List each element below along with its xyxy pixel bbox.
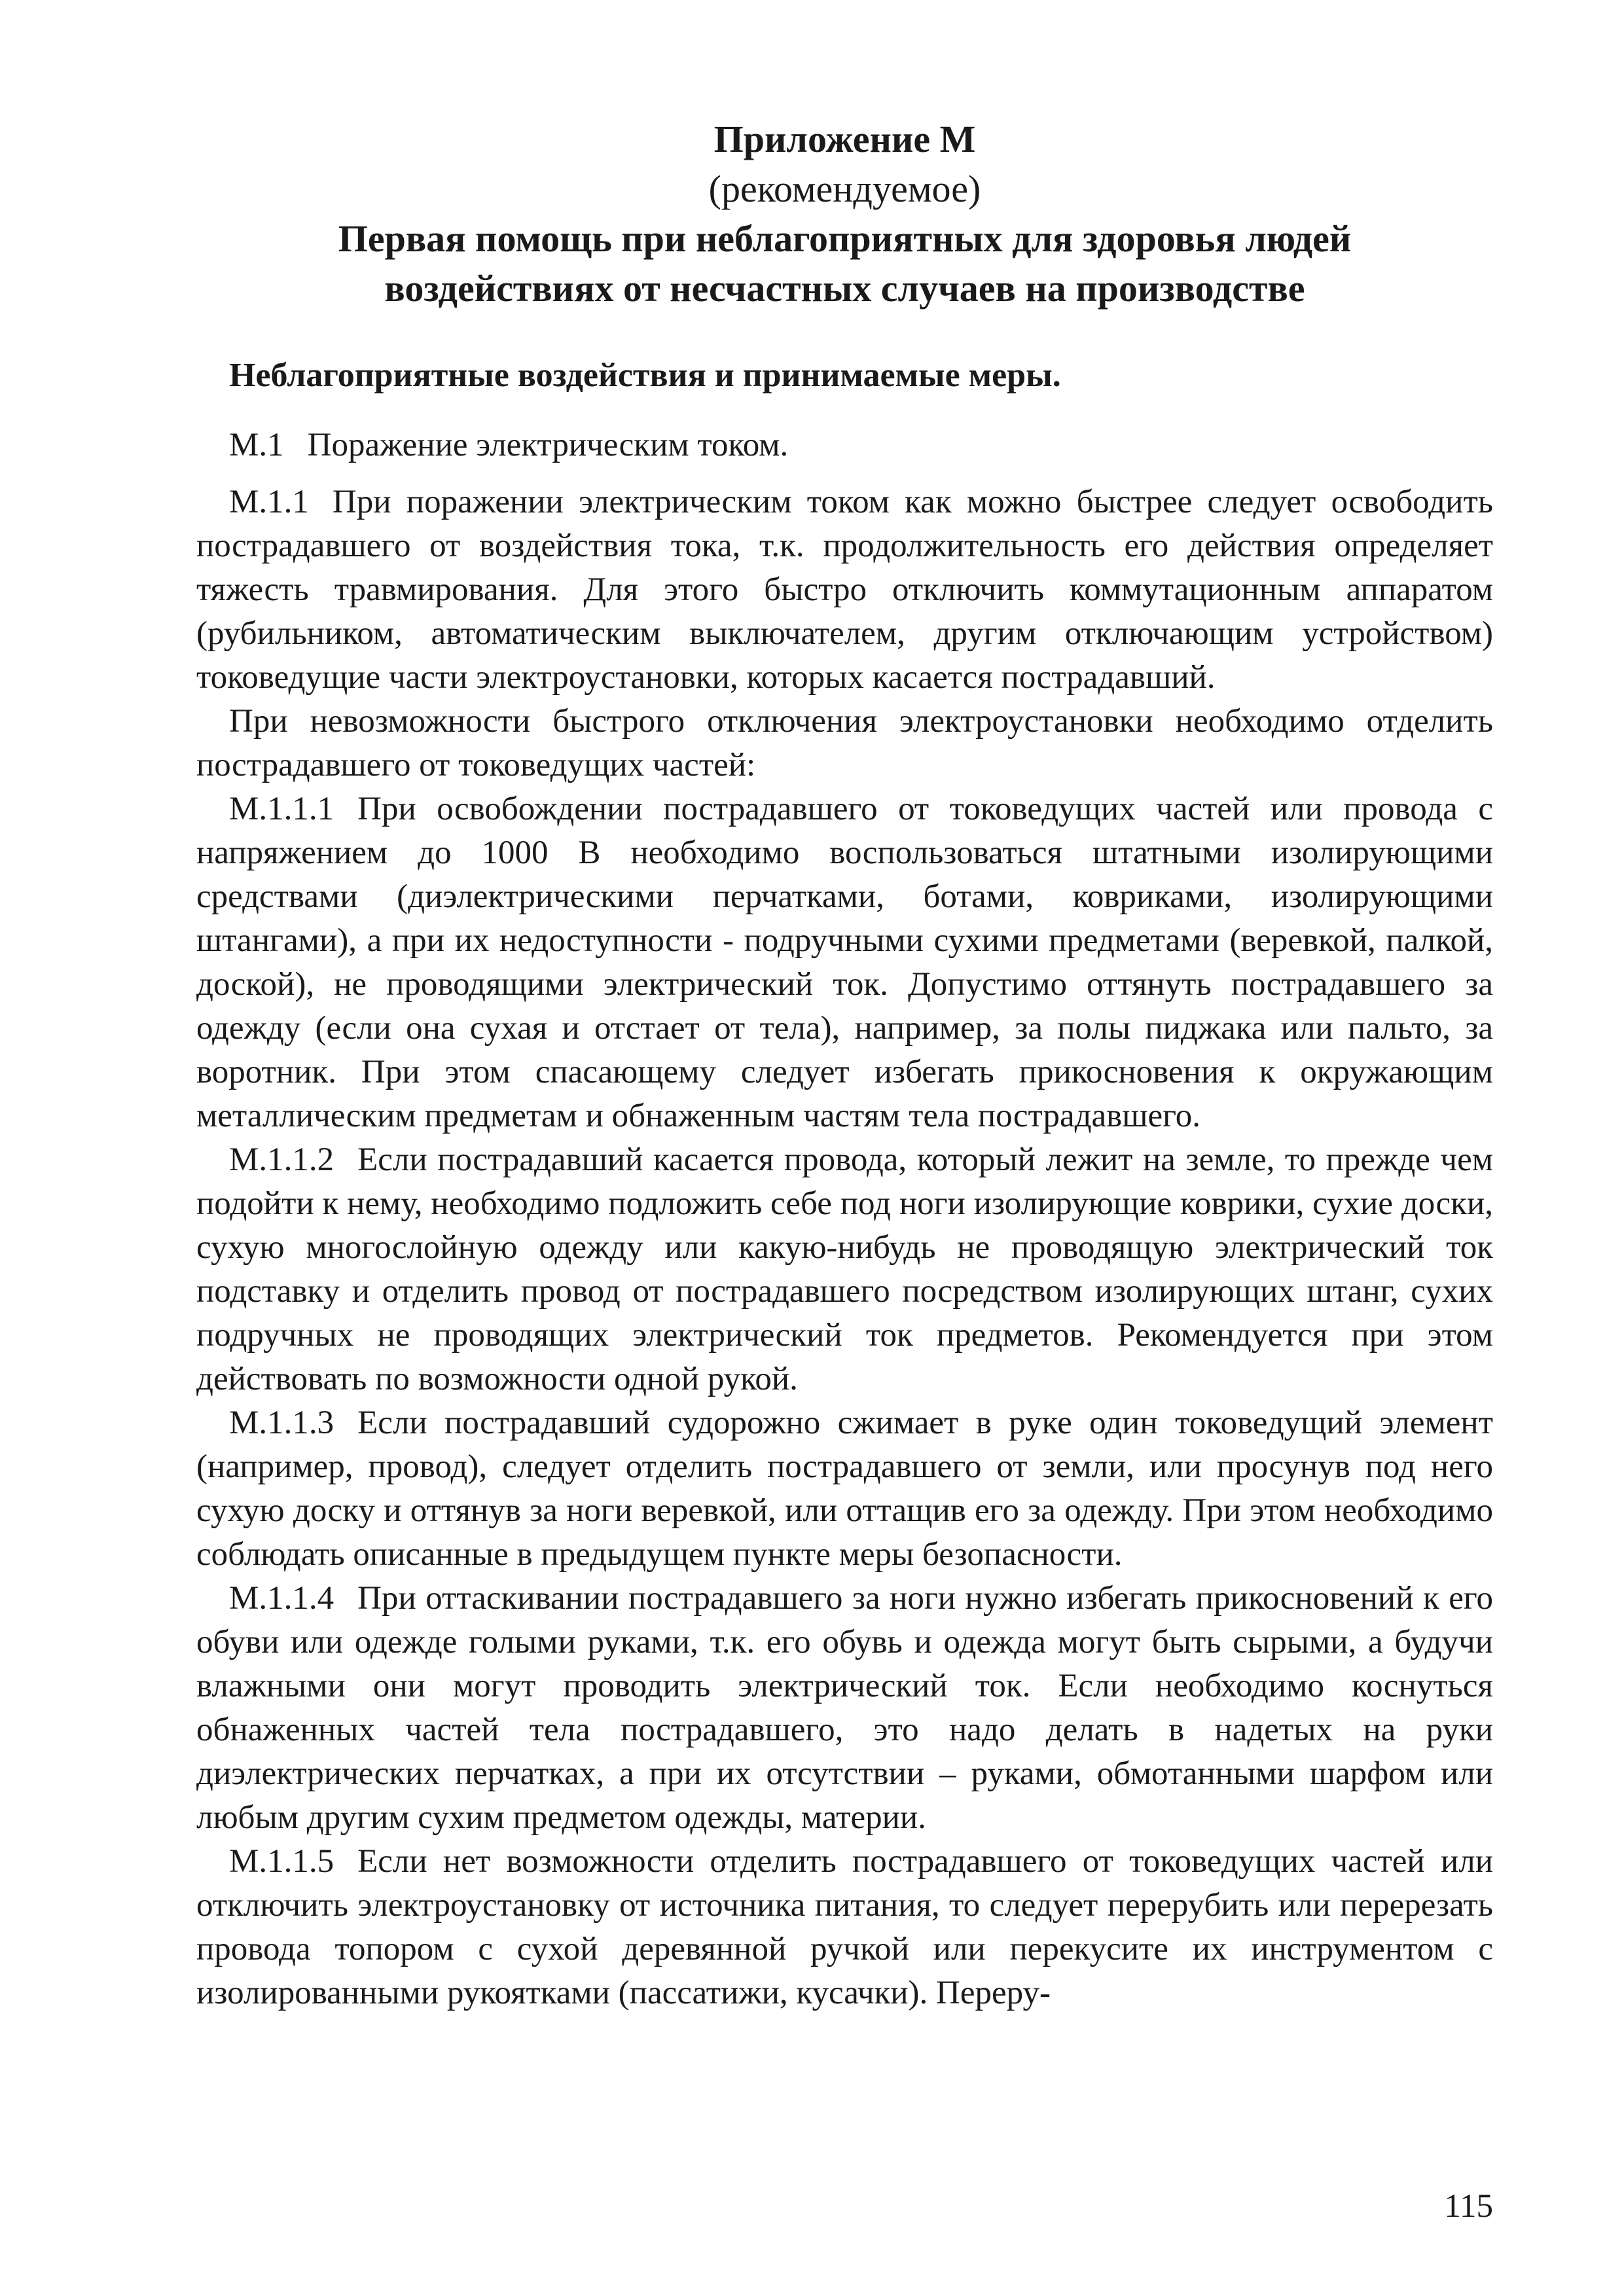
section-title <box>196 423 1493 467</box>
paragraph-text: При поражении электрическим током как можно быстрее следует освободить пострадавшего от воздействия тока, т.к. продолжительность его действия определяет тяжесть травмирования. Для этого быстро отключить коммутационным аппаратом (рубильником, автоматическим выключателем, другим отключающим устройством) токоведущие части электроустановки, которых касается пострадавший. <box>196 484 1493 696</box>
paragraph-text: Если пострадавший судорожно сжимает в руке один токоведущий элемент (например, провод), следует отделить пострадавшего от земли, или просунув под него сухую доску и оттянув за ноги веревкой, или оттащив его за одежду. При этом необходимо соблюдать описанные в предыдущем пункте меры безопасности. <box>196 1405 1493 1573</box>
paragraph-text: При невозможности быстрого отключения электроустановки необходимо отделить пострадавшего от токоведущих частей: <box>196 703 1493 783</box>
section-text: Поражение электрическим током. <box>307 427 789 463</box>
paragraph <box>196 700 1493 787</box>
page-number: 115 <box>1444 2188 1493 2225</box>
paragraph <box>196 1401 1493 1577</box>
paragraph-number: М.1.1 <box>229 484 309 520</box>
appendix-header <box>196 115 1493 314</box>
paragraph-text: При освобождении пострадавшего от токоведущих частей или провода с напряжением до 1000 В необходимо воспользоваться штатными изолирующими средствами (диэлектрическими перчатками, ботами, ковриками, изолирующими штангами), а при их недоступности - подручными сухими предметами (веревкой, палкой, доской), не проводящими электрический ток. Допустимо оттянуть пострадавшего за одежду (если она сухая и отстает от тела), например, за полы пиджака или пальто, за воротник. При этом спасающему следует избегать прикосновения к окружающим металлическим предметам и обнаженным частям тела пострадавшего. <box>196 791 1493 1134</box>
appendix-title: Приложение М <box>713 118 976 160</box>
paragraph-number: М.1.1.5 <box>229 1843 334 1880</box>
section-number: М.1 <box>229 427 284 463</box>
appendix-status: (рекомендуемое) <box>708 168 981 210</box>
paragraph <box>196 1577 1493 1840</box>
paragraph <box>196 787 1493 1138</box>
paragraph <box>196 1138 1493 1401</box>
paragraph-text: Если пострадавший касается провода, который лежит на земле, то прежде чем подойти к нему, необходимо подложить себе под ноги изолирующие коврики, сухие доски, сухую многослойную одежду или какую-нибудь не проводящую электрический ток подставку и отделить провод от пострадавшего посредством изолирующих штанг, сухих подручных не проводящих электрический ток предметов. Рекомендуется при этом действовать по возможности одной рукой. <box>196 1141 1493 1397</box>
appendix-heading-line2: воздействиях от несчастных случаев на производстве <box>384 267 1305 310</box>
paragraph-text: Если нет возможности отделить пострадавшего от токоведущих частей или отключить электроустановку от источника питания, то следует перерубить или перерезать провода топором с сухой деревянной ручкой или перекусите их инструментом с изолированными рукоятками (пассатижи, кусачки). Переру- <box>196 1843 1493 2011</box>
section-heading: Неблагоприятные воздействия и принимаемые меры. <box>229 357 1061 394</box>
paragraph-number: М.1.1.4 <box>229 1580 334 1617</box>
paragraph-number: М.1.1.2 <box>229 1141 334 1178</box>
paragraph <box>196 480 1493 700</box>
appendix-heading-line1: Первая помощь при неблагоприятных для здоровья людей <box>338 217 1352 260</box>
paragraph-text: При оттаскивании пострадавшего за ноги нужно избегать прикосновений к его обуви или одежде голыми руками, т.к. его обувь и одежда могут быть сырыми, а будучи влажными они могут проводить электрический ток. Если необходимо коснуться обнаженных частей тела пострадавшего, это надо делать в надетых на руки диэлектрических перчатках, а при их отсутствии – руками, обмотанными шарфом или любым другим сухим предметом одежды, материи. <box>196 1580 1493 1836</box>
paragraph-number: М.1.1.3 <box>229 1405 334 1441</box>
paragraph-number: М.1.1.1 <box>229 791 334 827</box>
paragraph <box>196 1840 1493 2015</box>
